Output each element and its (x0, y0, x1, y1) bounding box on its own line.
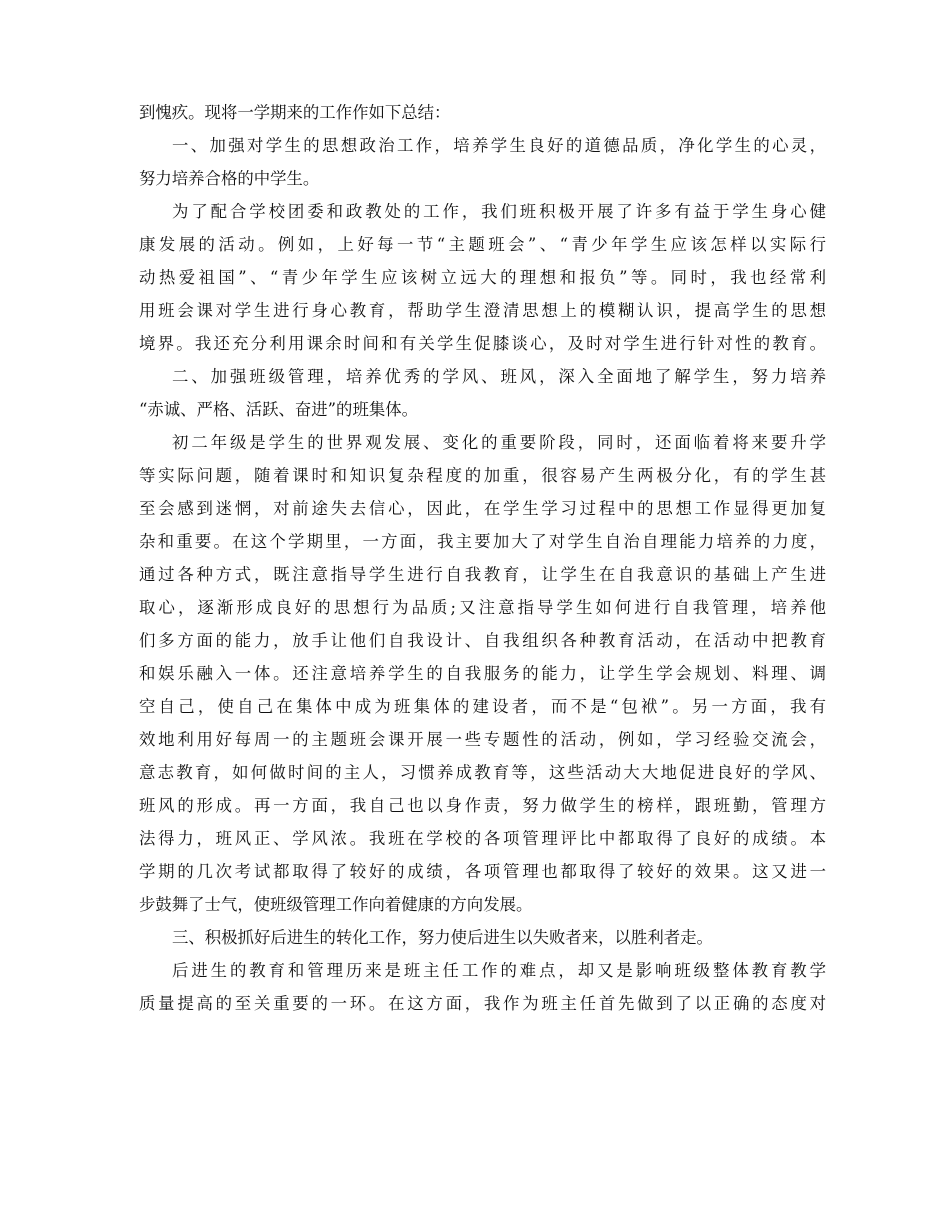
text-line-content: 到愧疚。现将一学期来的工作作如下总结： (139, 103, 451, 122)
text-line-content: 三、积极抓好后进生的转化工作，努力使后进生以失败者来，以胜利者走。 (172, 928, 713, 947)
text-line-content: 空自己，使自己在集体中成为班集体的建设者，而不是“包袱”。另一方面，我有 (139, 697, 830, 716)
text-line (0, 525, 950, 558)
text-line (0, 723, 950, 756)
text-line (0, 954, 950, 987)
text-line-content: 意志教育，如何做时间的主人，习惯养成教育等，这些活动大大地促进良好的学风、 (139, 763, 829, 782)
text-line-content: 效地利用好每周一的主题班会课开展一些专题性的活动，例如，学习经验交流会， (139, 730, 829, 749)
text-line (0, 822, 950, 855)
text-line (0, 492, 950, 525)
text-line-content: 杂和重要。在这个学期里，一方面，我主要加大了对学生自治自理能力培养的力度， (139, 532, 829, 551)
text-line (0, 360, 950, 393)
text-line-content: 至会感到迷惘，对前途失去信心，因此，在学生学习过程中的思想工作显得更加复 (139, 499, 829, 518)
text-line (0, 591, 950, 624)
text-line (0, 228, 950, 261)
text-line-content: 法得力，班风正、学风浓。我班在学校的各项管理评比中都取得了良好的成绩。本 (139, 829, 829, 848)
text-line (0, 426, 950, 459)
text-line (0, 690, 950, 723)
text-line-content: 努力培养合格的中学生。 (139, 169, 320, 188)
text-line (0, 195, 950, 228)
text-line-content: 步鼓舞了士气，使班级管理工作向着健康的方向发展。 (139, 895, 533, 914)
text-line (0, 129, 950, 162)
text-line-content: 们多方面的能力，放手让他们自我设计、自我组织各种教育活动，在活动中把教育 (139, 631, 829, 650)
text-line (0, 96, 950, 129)
text-line-content: 境界。我还充分利用课余时间和有关学生促膝谈心，及时对学生进行针对性的教育。 (139, 334, 829, 353)
text-line-content: 用班会课对学生进行身心教育，帮助学生澄清思想上的模糊认识，提高学生的思想 (139, 301, 829, 320)
text-line (0, 162, 950, 195)
text-line (0, 789, 950, 822)
text-line (0, 393, 950, 426)
text-line (0, 921, 950, 954)
text-line-content: 等实际问题，随着课时和知识复杂程度的加重，很容易产生两极分化，有的学生甚 (139, 466, 829, 485)
text-line-content: 动热爱祖国”、“青少年学生应该树立远大的理想和报负”等。同时，我也经常利 (139, 268, 830, 287)
text-line-content: “赤诚、严格、活跃、奋进”的班集体。 (139, 400, 419, 419)
text-line-content: 后进生的教育和管理历来是班主任工作的难点，却又是影响班级整体教育教学 (172, 961, 829, 980)
text-line (0, 888, 950, 921)
text-line-content: 质量提高的至关重要的一环。在这方面，我作为班主任首先做到了以正确的态度对 (139, 994, 829, 1013)
text-line-content: 康发展的活动。例如，上好每一节“主题班会”、“青少年学生应该怎样以实际行 (139, 235, 830, 254)
text-line-content: 学期的几次考试都取得了较好的成绩，各项管理也都取得了较好的效果。这又进一 (139, 862, 829, 881)
text-line (0, 294, 950, 327)
text-line (0, 657, 950, 690)
text-line-content: 和娱乐融入一体。还注意培养学生的自我服务的能力，让学生学会规划、料理、调 (139, 664, 829, 683)
text-line (0, 756, 950, 789)
text-line-content: 一、加强对学生的思想政治工作，培养学生良好的道德品质，净化学生的心灵， (172, 136, 829, 155)
text-line (0, 558, 950, 591)
text-line-content: 班风的形成。再一方面，我自己也以身作责，努力做学生的榜样，跟班勤，管理方 (139, 796, 829, 815)
text-line (0, 261, 950, 294)
text-line (0, 987, 950, 1020)
text-line-content: 初二年级是学生的世界观发展、变化的重要阶段，同时，还面临着将来要升学 (172, 433, 829, 452)
text-line (0, 855, 950, 888)
text-line-content: 取心，逐渐形成良好的思想行为品质;又注意指导学生如何进行自我管理，培养他 (139, 598, 830, 617)
text-line (0, 327, 950, 360)
text-line-content: 二、加强班级管理，培养优秀的学风、班风，深入全面地了解学生，努力培养 (172, 367, 829, 386)
text-line-content: 为了配合学校团委和政教处的工作，我们班积极开展了许多有益于学生身心健 (172, 202, 829, 221)
text-line-content: 通过各种方式，既注意指导学生进行自我教育，让学生在自我意识的基础上产生进 (139, 565, 829, 584)
text-line (0, 459, 950, 492)
text-line (0, 624, 950, 657)
